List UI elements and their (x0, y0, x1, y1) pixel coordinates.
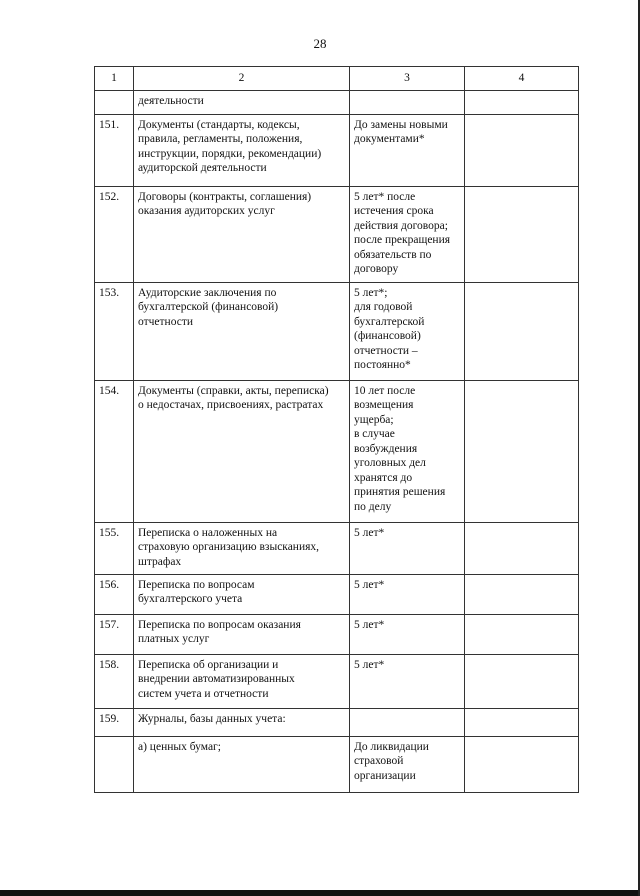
row-description: Аудиторские заключения по бухгалтерской (финансовой) отчетности (134, 282, 350, 380)
row-number: 159. (95, 708, 134, 736)
row-note (465, 90, 579, 114)
table-body (95, 90, 579, 792)
row-number (95, 736, 134, 792)
row-retention-term: 10 лет после возмещения ущерба; в случае возбуждения уголовных дел хранятся до принятия решения по делу (350, 380, 465, 522)
column-header: 3 (350, 67, 465, 91)
row-description: Переписка по вопросам оказания платных услуг (134, 614, 350, 654)
row-retention-term: 5 лет* (350, 522, 465, 574)
scan-edge (0, 890, 640, 896)
row-retention-term: До замены новыми документами* (350, 114, 465, 186)
row-note (465, 736, 579, 792)
row-retention-term: 5 лет* (350, 614, 465, 654)
row-number: 156. (95, 574, 134, 614)
table-row (95, 708, 579, 736)
row-retention-term: 5 лет* после истечения срока действия договора; после прекращения обязательств по договору (350, 186, 465, 282)
records-table (94, 66, 579, 793)
row-description: Документы (стандарты, кодексы, правила, регламенты, положения, инструкции, порядки, рекомендации) аудиторской деятельности (134, 114, 350, 186)
row-note (465, 522, 579, 574)
row-description: Переписка по вопросам бухгалтерского учета (134, 574, 350, 614)
row-note (465, 114, 579, 186)
row-description: Договоры (контракты, соглашения) оказания аудиторских услуг (134, 186, 350, 282)
row-number: 154. (95, 380, 134, 522)
row-retention-term (350, 90, 465, 114)
table-row (95, 614, 579, 654)
row-description: Переписка об организации и внедрении автоматизированных систем учета и отчетности (134, 654, 350, 708)
column-header: 2 (134, 67, 350, 91)
page-number: 28 (313, 36, 327, 51)
row-note (465, 654, 579, 708)
row-number: 152. (95, 186, 134, 282)
row-retention-term: 5 лет*; для годовой бухгалтерской (финансовой) отчетности – постоянно* (350, 282, 465, 380)
table-header-row (95, 67, 579, 91)
table-row (95, 186, 579, 282)
row-number: 153. (95, 282, 134, 380)
table-row (95, 282, 579, 380)
row-description: деятельности (134, 90, 350, 114)
row-note (465, 574, 579, 614)
table-row (95, 736, 579, 792)
row-number: 157. (95, 614, 134, 654)
row-note (465, 614, 579, 654)
row-number: 155. (95, 522, 134, 574)
row-retention-term (350, 708, 465, 736)
column-header: 1 (95, 67, 134, 91)
table-row (95, 90, 579, 114)
row-note (465, 380, 579, 522)
column-header: 4 (465, 67, 579, 91)
row-number: 158. (95, 654, 134, 708)
row-description: Документы (справки, акты, переписка) о недостачах, присвоениях, растратах (134, 380, 350, 522)
row-retention-term: До ликвидации страховой организации (350, 736, 465, 792)
row-description: Переписка о наложенных на страховую организацию взысканиях, штрафах (134, 522, 350, 574)
table-row (95, 114, 579, 186)
row-note (465, 708, 579, 736)
table-row (95, 380, 579, 522)
row-description: а) ценных бумаг; (134, 736, 350, 792)
row-number: 151. (95, 114, 134, 186)
row-note (465, 186, 579, 282)
row-retention-term: 5 лет* (350, 574, 465, 614)
row-note (465, 282, 579, 380)
table-row (95, 574, 579, 614)
row-number (95, 90, 134, 114)
row-description: Журналы, базы данных учета: (134, 708, 350, 736)
table-row (95, 654, 579, 708)
row-retention-term: 5 лет* (350, 654, 465, 708)
table-row (95, 522, 579, 574)
